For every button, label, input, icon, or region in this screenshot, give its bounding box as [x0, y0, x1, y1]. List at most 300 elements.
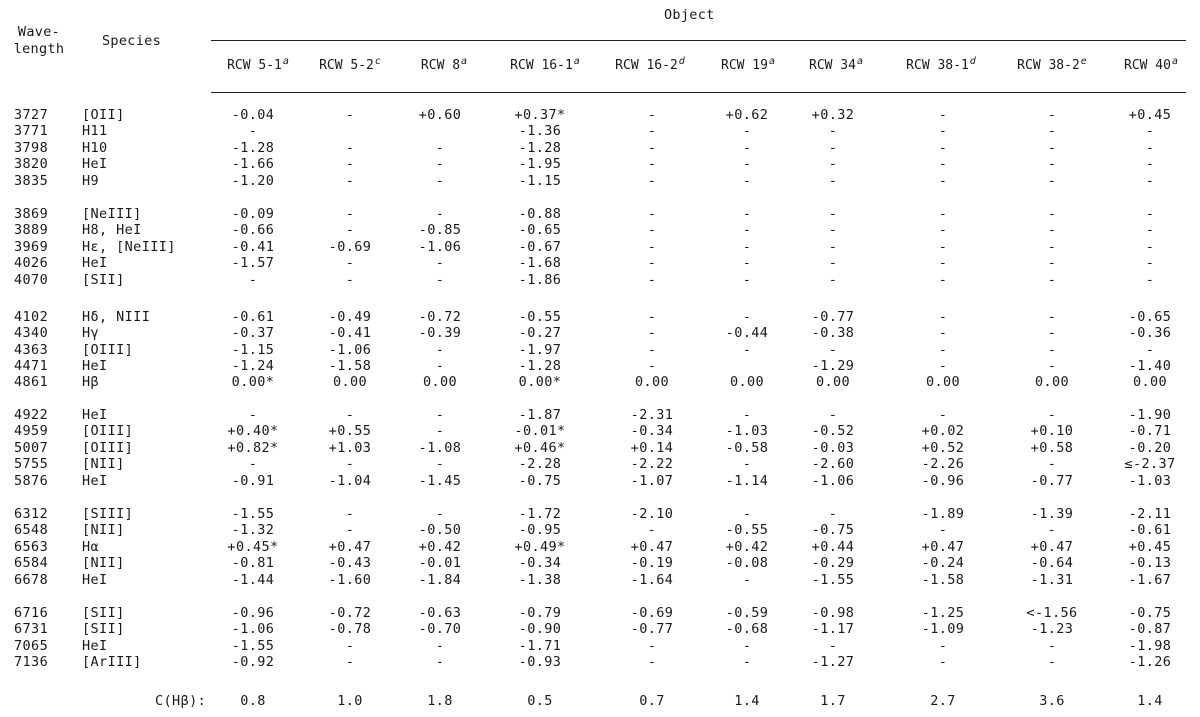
value-cell: -1.28 — [518, 140, 562, 156]
value-cell: - — [1047, 654, 1057, 670]
value-cell: - — [647, 325, 657, 341]
value-cell: -1.84 — [418, 572, 462, 588]
value-cell: -1.58 — [921, 572, 965, 588]
column-header-note: d — [678, 56, 685, 67]
value-cell: - — [828, 222, 838, 238]
wavelength-cell: 6548 — [14, 522, 49, 538]
value-cell: - — [647, 123, 657, 139]
value-cell: - — [647, 107, 657, 123]
value-cell: - — [938, 239, 948, 255]
value-cell: 0.00 — [1132, 374, 1168, 390]
column-header — [809, 58, 863, 73]
wavelength-cell: 3889 — [14, 222, 49, 238]
value-cell: -1.28 — [231, 140, 275, 156]
wavelength-cell: 5007 — [14, 440, 49, 456]
value-cell: -1.15 — [231, 342, 275, 358]
value-cell: - — [742, 456, 752, 472]
value-cell: -1.04 — [328, 473, 372, 489]
wavelength-cell: 4861 — [14, 374, 49, 390]
wavelength-cell: 4959 — [14, 423, 49, 439]
chb-value: 3.6 — [1039, 693, 1065, 709]
value-cell: -0.01* — [514, 423, 566, 439]
wavelength-cell: 4102 — [14, 309, 49, 325]
value-cell: -0.95 — [518, 522, 562, 538]
wavelength-cell: 7065 — [14, 638, 49, 654]
column-header-name: RCW 5-2 — [319, 58, 374, 73]
value-cell: - — [647, 206, 657, 222]
table-row — [0, 173, 1200, 189]
value-cell: - — [435, 342, 445, 358]
value-cell: - — [435, 255, 445, 271]
species-cell: H8, HeI — [82, 222, 142, 238]
value-cell: - — [435, 140, 445, 156]
value-cell: - — [345, 407, 355, 423]
column-header — [510, 58, 580, 73]
species-cell: [OIII] — [82, 342, 134, 358]
species-cell: [OII] — [82, 107, 125, 123]
column-header-note: a — [856, 56, 863, 67]
value-cell: - — [742, 173, 752, 189]
table-row — [0, 539, 1200, 555]
value-cell: -0.41 — [328, 325, 372, 341]
table-row — [0, 107, 1200, 123]
value-cell: +0.52 — [921, 440, 965, 456]
value-cell: -1.09 — [921, 621, 965, 637]
value-cell: -0.72 — [418, 309, 462, 325]
column-header-name: RCW 38-1 — [906, 58, 969, 73]
value-cell: - — [647, 222, 657, 238]
wavelength-cell: 6731 — [14, 621, 49, 637]
value-cell: -2.11 — [1128, 506, 1172, 522]
value-cell: - — [345, 107, 355, 123]
value-cell: -2.10 — [630, 506, 674, 522]
value-cell: -0.69 — [328, 239, 372, 255]
wavelength-cell: 6716 — [14, 605, 49, 621]
value-cell: -0.91 — [231, 473, 275, 489]
value-cell: - — [938, 522, 948, 538]
column-header-name: RCW 38-2 — [1017, 58, 1080, 73]
value-cell: - — [647, 342, 657, 358]
column-header-note: a — [768, 56, 775, 67]
value-cell: -0.59 — [725, 605, 769, 621]
species-cell: [SIII] — [82, 506, 134, 522]
value-cell: -1.36 — [518, 123, 562, 139]
value-cell: +0.42 — [418, 539, 462, 555]
value-cell: -0.78 — [328, 621, 372, 637]
value-cell: - — [938, 407, 948, 423]
value-cell: -1.25 — [921, 605, 965, 621]
value-cell: - — [938, 325, 948, 341]
value-cell: -1.24 — [231, 358, 275, 374]
value-cell: ≤-2.37 — [1124, 456, 1176, 472]
wavelength-cell: 6584 — [14, 555, 49, 571]
value-cell: - — [647, 255, 657, 271]
object-header: Object — [664, 7, 715, 23]
value-cell: -2.26 — [921, 456, 965, 472]
table-row — [0, 374, 1200, 390]
value-cell: - — [828, 342, 838, 358]
column-header-name: RCW 34 — [809, 58, 856, 73]
value-cell: -1.95 — [518, 156, 562, 172]
value-cell: -0.98 — [811, 605, 855, 621]
value-cell: - — [647, 358, 657, 374]
value-cell: +0.40* — [227, 423, 279, 439]
value-cell: - — [742, 239, 752, 255]
chb-value: 0.5 — [527, 693, 553, 709]
column-header — [615, 58, 685, 73]
wavelength-cell: 3820 — [14, 156, 49, 172]
species-cell: HeI — [82, 255, 108, 271]
wavelength-cell: 6563 — [14, 539, 49, 555]
value-cell: - — [435, 638, 445, 654]
value-cell: -0.71 — [1128, 423, 1172, 439]
wavelength-cell: 3969 — [14, 239, 49, 255]
value-cell: +0.44 — [811, 539, 855, 555]
table-row — [0, 638, 1200, 654]
value-cell: - — [1047, 325, 1057, 341]
value-cell: - — [828, 506, 838, 522]
value-cell: -0.90 — [518, 621, 562, 637]
value-cell: - — [345, 255, 355, 271]
value-cell: -1.64 — [630, 572, 674, 588]
wavelength-cell: 3771 — [14, 123, 49, 139]
value-cell: -1.55 — [231, 506, 275, 522]
species-cell: [SII] — [82, 621, 125, 637]
value-cell: - — [828, 255, 838, 271]
value-cell: +0.45 — [1128, 539, 1172, 555]
value-cell: - — [938, 309, 948, 325]
value-cell: -0.58 — [725, 440, 769, 456]
value-cell: -0.29 — [811, 555, 855, 571]
value-cell: - — [742, 309, 752, 325]
value-cell: +0.37* — [514, 107, 566, 123]
value-cell: - — [647, 140, 657, 156]
column-header — [421, 58, 467, 73]
value-cell: - — [742, 407, 752, 423]
value-cell: - — [1047, 522, 1057, 538]
value-cell: -0.72 — [328, 605, 372, 621]
column-header — [906, 58, 976, 73]
table-row — [0, 123, 1200, 139]
value-cell: -1.39 — [1030, 506, 1074, 522]
value-cell: -1.89 — [921, 506, 965, 522]
object-rule — [211, 40, 1186, 41]
value-cell: -0.69 — [630, 605, 674, 621]
table-row — [0, 239, 1200, 255]
value-cell: - — [435, 156, 445, 172]
table-row — [0, 605, 1200, 621]
value-cell: 0.00 — [634, 374, 670, 390]
value-cell: -1.27 — [811, 654, 855, 670]
value-cell: - — [1047, 173, 1057, 189]
species-cell: [NII] — [82, 456, 125, 472]
value-cell: +0.82* — [227, 440, 279, 456]
value-cell: - — [742, 123, 752, 139]
value-cell: -0.01 — [418, 555, 462, 571]
species-cell: H11 — [82, 123, 108, 139]
value-cell: -0.20 — [1128, 440, 1172, 456]
value-cell: -0.96 — [231, 605, 275, 621]
value-cell: +1.03 — [328, 440, 372, 456]
value-cell: -1.71 — [518, 638, 562, 654]
value-cell: -0.37 — [231, 325, 275, 341]
wavelength-cell: 4340 — [14, 325, 49, 341]
value-cell: -0.81 — [231, 555, 275, 571]
value-cell: - — [1047, 156, 1057, 172]
value-cell: +0.58 — [1030, 440, 1074, 456]
value-cell: -2.60 — [811, 456, 855, 472]
value-cell: - — [1047, 222, 1057, 238]
species-cell: HeI — [82, 473, 108, 489]
species-cell: Hε, [NeIII] — [82, 239, 176, 255]
table-row — [0, 325, 1200, 341]
value-cell: -1.58 — [328, 358, 372, 374]
value-cell: -1.32 — [231, 522, 275, 538]
species-cell: Hδ, NIII — [82, 309, 151, 325]
species-cell: H10 — [82, 140, 108, 156]
value-cell: -1.06 — [231, 621, 275, 637]
table-row — [0, 222, 1200, 238]
value-cell: - — [742, 342, 752, 358]
column-header-name: RCW 5-1 — [227, 58, 282, 73]
wavelength-cell: 4070 — [14, 272, 49, 288]
value-cell: -1.15 — [518, 173, 562, 189]
value-cell: - — [248, 272, 258, 288]
column-header — [1124, 58, 1178, 73]
value-cell: -0.96 — [921, 473, 965, 489]
value-cell: - — [938, 342, 948, 358]
value-cell: - — [1047, 255, 1057, 271]
value-cell: - — [248, 407, 258, 423]
column-header-note: c — [374, 56, 381, 67]
table-row — [0, 407, 1200, 423]
column-header-note: e — [1080, 56, 1087, 67]
value-cell: - — [938, 107, 948, 123]
value-cell: 0.00 — [925, 374, 961, 390]
value-cell: -0.52 — [811, 423, 855, 439]
wavelength-header-line2: length — [13, 41, 65, 57]
value-cell: -2.31 — [630, 407, 674, 423]
column-header-note: d — [969, 56, 976, 67]
value-cell: - — [345, 522, 355, 538]
value-cell: - — [828, 638, 838, 654]
value-cell: - — [938, 173, 948, 189]
wavelength-cell: 4922 — [14, 407, 49, 423]
value-cell: - — [828, 272, 838, 288]
value-cell: 0.00* — [518, 374, 562, 390]
value-cell: -1.86 — [518, 272, 562, 288]
value-cell: - — [1145, 173, 1155, 189]
value-cell: +0.14 — [630, 440, 674, 456]
value-cell: - — [938, 140, 948, 156]
value-cell: -0.63 — [418, 605, 462, 621]
value-cell: -1.07 — [630, 473, 674, 489]
chb-value: 1.7 — [820, 693, 846, 709]
value-cell: - — [1047, 309, 1057, 325]
value-cell: +0.42 — [725, 539, 769, 555]
value-cell: -0.88 — [518, 206, 562, 222]
value-cell: -1.60 — [328, 572, 372, 588]
value-cell: -0.77 — [1030, 473, 1074, 489]
value-cell: - — [647, 654, 657, 670]
value-cell: - — [828, 156, 838, 172]
value-cell: -0.38 — [811, 325, 855, 341]
chb-value: 1.0 — [337, 693, 363, 709]
column-header-note: a — [573, 56, 580, 67]
table-row — [0, 440, 1200, 456]
value-cell: - — [828, 140, 838, 156]
value-cell: - — [938, 358, 948, 374]
value-cell: -1.29 — [811, 358, 855, 374]
value-cell: -0.49 — [328, 309, 372, 325]
table-row — [0, 572, 1200, 588]
value-cell: -0.70 — [418, 621, 462, 637]
value-cell: - — [828, 239, 838, 255]
column-header — [227, 58, 289, 73]
value-cell: 0.00* — [231, 374, 275, 390]
value-cell: - — [1047, 407, 1057, 423]
value-cell: -0.67 — [518, 239, 562, 255]
column-header-name: RCW 19 — [721, 58, 768, 73]
column-header-note: a — [1171, 56, 1178, 67]
value-cell: - — [647, 239, 657, 255]
value-cell: - — [742, 156, 752, 172]
value-cell: - — [345, 638, 355, 654]
value-cell: - — [345, 206, 355, 222]
species-cell: [SII] — [82, 605, 125, 621]
value-cell: - — [938, 272, 948, 288]
species-cell: [NII] — [82, 522, 125, 538]
table-row — [0, 621, 1200, 637]
value-cell: - — [435, 456, 445, 472]
chb-value: 0.7 — [639, 693, 665, 709]
value-cell: -0.93 — [518, 654, 562, 670]
species-cell: [OIII] — [82, 440, 134, 456]
value-cell: -0.41 — [231, 239, 275, 255]
value-cell: +0.46* — [514, 440, 566, 456]
species-header: Species — [102, 33, 161, 49]
value-cell: -0.65 — [518, 222, 562, 238]
species-cell: [SII] — [82, 272, 125, 288]
table-row — [0, 473, 1200, 489]
value-cell: -1.20 — [231, 173, 275, 189]
value-cell: -0.68 — [725, 621, 769, 637]
value-cell: - — [1145, 239, 1155, 255]
value-cell: - — [345, 140, 355, 156]
species-cell: Hγ — [82, 325, 100, 341]
value-cell: - — [742, 506, 752, 522]
value-cell: - — [435, 272, 445, 288]
value-cell: - — [938, 206, 948, 222]
value-cell: - — [647, 156, 657, 172]
value-cell: -0.61 — [231, 309, 275, 325]
value-cell: -0.92 — [231, 654, 275, 670]
value-cell: - — [828, 173, 838, 189]
value-cell: -1.31 — [1030, 572, 1074, 588]
value-cell: -0.55 — [518, 309, 562, 325]
table-row — [0, 309, 1200, 325]
value-cell: -1.44 — [231, 572, 275, 588]
value-cell: - — [742, 272, 752, 288]
value-cell: - — [742, 255, 752, 271]
value-cell: -0.65 — [1128, 309, 1172, 325]
value-cell: - — [938, 123, 948, 139]
value-cell: - — [345, 156, 355, 172]
chb-value: 1.4 — [1137, 693, 1163, 709]
value-cell: - — [435, 358, 445, 374]
chb-value: 0.8 — [240, 693, 266, 709]
value-cell: -0.50 — [418, 522, 462, 538]
value-cell: - — [1047, 638, 1057, 654]
column-header-note: a — [282, 56, 289, 67]
value-cell: - — [828, 206, 838, 222]
value-cell: -0.79 — [518, 605, 562, 621]
value-cell: -0.75 — [1128, 605, 1172, 621]
wavelength-cell: 5755 — [14, 456, 49, 472]
value-cell: -0.77 — [811, 309, 855, 325]
value-cell: - — [345, 272, 355, 288]
column-header-name: RCW 16-2 — [615, 58, 678, 73]
value-cell: -0.87 — [1128, 621, 1172, 637]
wavelength-cell: 5876 — [14, 473, 49, 489]
value-cell: -1.90 — [1128, 407, 1172, 423]
value-cell: -1.57 — [231, 255, 275, 271]
value-cell: - — [1145, 222, 1155, 238]
chb-label: C(Hβ): — [155, 693, 207, 709]
wavelength-header-line1: Wave- — [17, 24, 61, 40]
value-cell: - — [1145, 156, 1155, 172]
value-cell: -1.68 — [518, 255, 562, 271]
value-cell: - — [1047, 358, 1057, 374]
table-row — [0, 456, 1200, 472]
wavelength-header — [8, 24, 70, 58]
value-cell: - — [938, 255, 948, 271]
value-cell: -1.98 — [1128, 638, 1172, 654]
value-cell: - — [828, 407, 838, 423]
value-cell: - — [345, 222, 355, 238]
value-cell: - — [1047, 123, 1057, 139]
species-cell: Hβ — [82, 374, 100, 390]
wavelength-cell: 3727 — [14, 107, 49, 123]
value-cell: - — [345, 506, 355, 522]
column-header — [319, 58, 381, 73]
value-cell: -1.55 — [231, 638, 275, 654]
value-cell: +0.47 — [630, 539, 674, 555]
value-cell: 0.00 — [332, 374, 368, 390]
value-cell: -0.36 — [1128, 325, 1172, 341]
value-cell: - — [435, 407, 445, 423]
species-cell: HeI — [82, 638, 108, 654]
value-cell: +0.55 — [328, 423, 372, 439]
value-cell: +0.47 — [328, 539, 372, 555]
value-cell: -0.39 — [418, 325, 462, 341]
column-header-name: RCW 16-1 — [510, 58, 573, 73]
value-cell: -1.87 — [518, 407, 562, 423]
column-header — [721, 58, 775, 73]
value-cell: +0.47 — [921, 539, 965, 555]
wavelength-cell: 3835 — [14, 173, 49, 189]
value-cell: - — [1047, 206, 1057, 222]
value-cell: -0.43 — [328, 555, 372, 571]
value-cell: -0.34 — [630, 423, 674, 439]
value-cell: - — [1047, 239, 1057, 255]
value-cell: - — [435, 173, 445, 189]
value-cell: -0.44 — [725, 325, 769, 341]
value-cell: -1.17 — [811, 621, 855, 637]
value-cell: - — [647, 272, 657, 288]
value-cell: - — [435, 206, 445, 222]
table-row — [0, 654, 1200, 670]
